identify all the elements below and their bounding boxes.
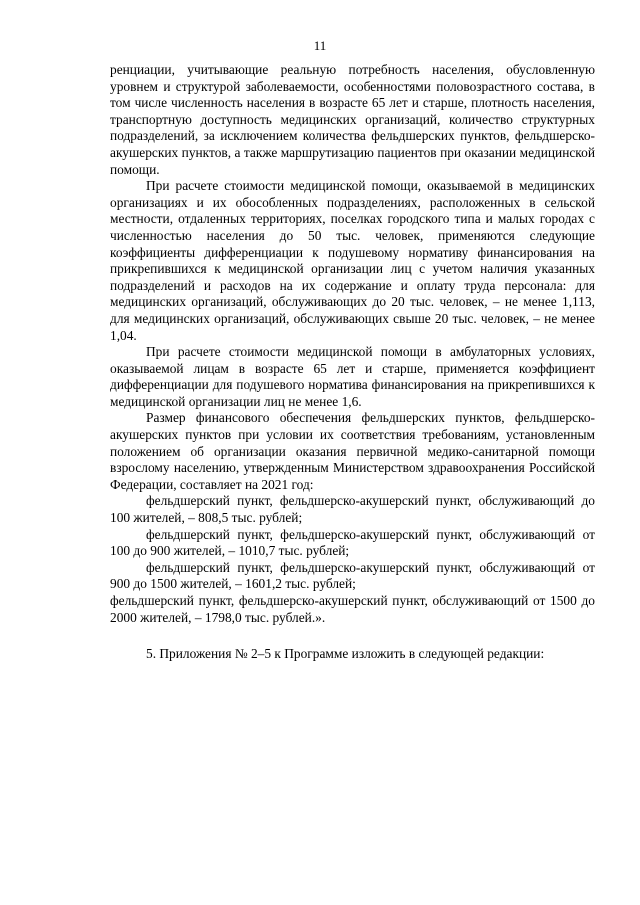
paragraph-elderly-coefficient: При расчете стоимости медицинской помощи в амбулаторных условиях, оказываемой лицам в возрасте 65 лет и старше, применяется коэффициент дифференциации для подушевого норматива финансирования на прикрепившихся к медицинской организации лиц не менее 1,6. (110, 344, 595, 409)
page-number: 11 (313, 38, 327, 53)
list-item-up-to-100: фельдшерский пункт, фельдшерско-акушерский пункт, обслуживающий до 100 жителей, – 808,5 тыс. рублей; (110, 493, 595, 526)
list-item-100-to-900: фельдшерский пункт, фельдшерско-акушерский пункт, обслуживающий от 100 до 900 жителей, – 1010,7 тыс. рублей; (110, 526, 595, 559)
paragraph-differentiation-continued: ренциации, учитывающие реальную потребность населения, обусловленную уровнем и структурой заболеваемости, особенностями половозрастного состава, в том числе численность населения в возрасте 65 лет и старше, плотность населения, транспортную доступность медицинских организаций, количество структурных подразделений, за исключением количества фельдшерских пунктов, фельдшерско-акушерских пунктов, а также маршрутизацию пациентов при оказании медицинской помощи. (110, 62, 595, 177)
paragraph-appendices-amendment: 5. Приложения № 2–5 к Программе изложить в следующей редакции: (146, 646, 545, 662)
paragraph-rural-coefficients: При расчете стоимости медицинской помощи, оказываемой в медицинских организациях и их обособленных подразделениях, расположенных в сельской местности, отдаленных территориях, поселках городского типа и малых городах с численностью населения до 50 тыс. человек, применяются следующие коэффициенты дифференциации к подушевому нормативу финансирования на прикрепившихся к медицинской организации лиц с учетом наличия указанных подразделений и расходов на их содержание и оплату труда персонала: для медицинских организаций, обслуживающих до 20 тыс. человек, – не менее 1,113, для медицинских организаций, обслуживающих свыше 20 тыс. человек, – не менее 1,04. (110, 178, 595, 343)
document-body (110, 62, 595, 663)
list-item-900-to-1500: фельдшерский пункт, фельдшерско-акушерский пункт, обслуживающий от 900 до 1500 жителей, – 1601,2 тыс. рублей; (110, 559, 595, 592)
paragraph-feldsher-financing: Размер финансового обеспечения фельдшерских пунктов, фельдшерско-акушерских пунктов при условии их соответствия требованиям, установленным положением об организации оказания первичной медико-санитарной помощи взрослому населению, утвержденным Министерством здравоохранения Российской Федерации, составляет на 2021 год: (110, 410, 595, 492)
list-item-1500-to-2000: фельдшерский пункт, фельдшерско-акушерский пункт, обслуживающий от 1500 до 2000 жителей, – 1798,0 тыс. рублей.». (110, 593, 595, 625)
